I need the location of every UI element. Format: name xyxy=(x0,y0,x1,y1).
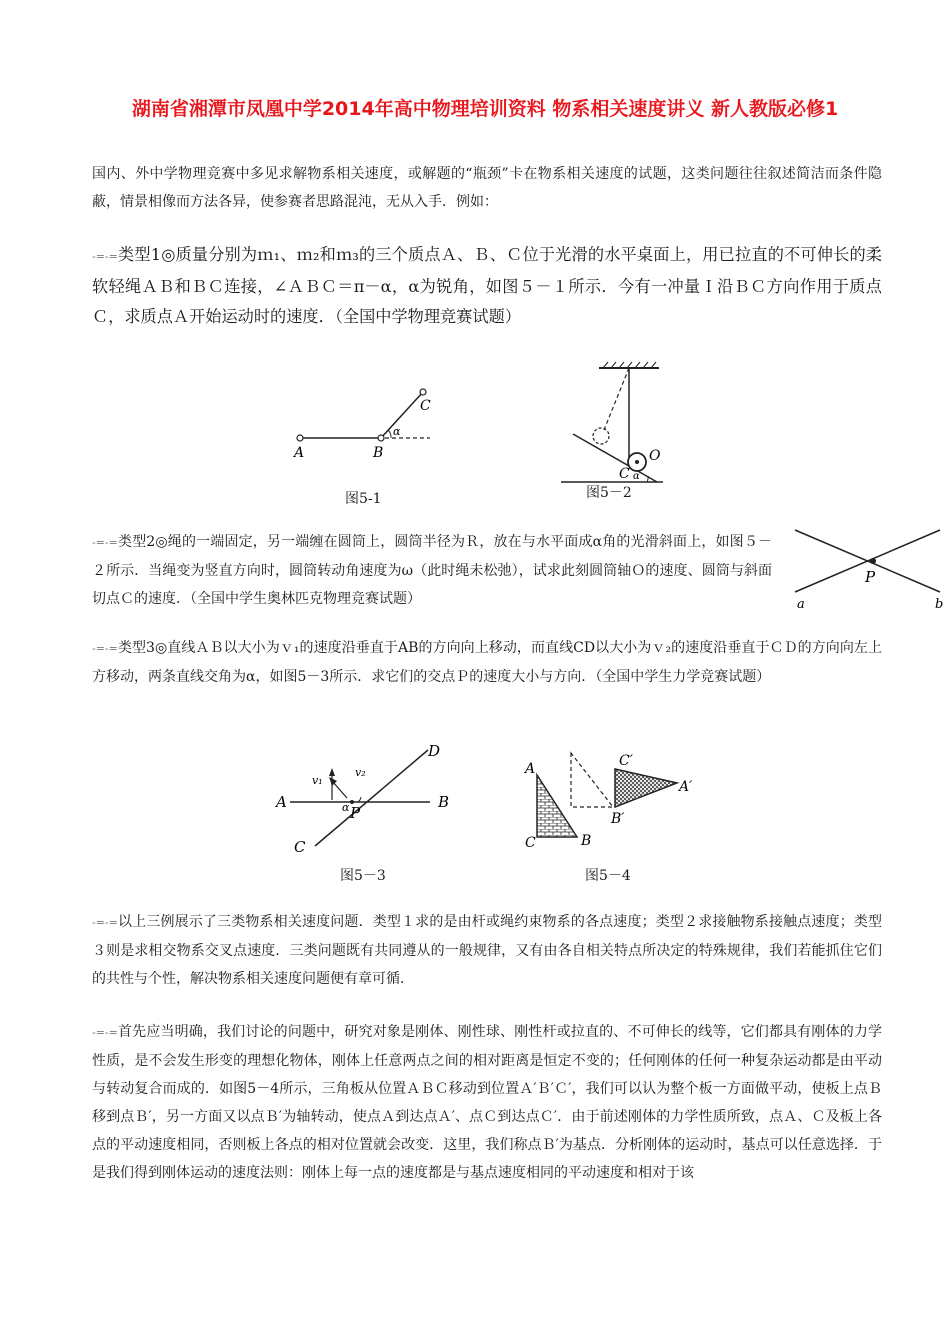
label-b: B xyxy=(581,833,592,849)
type2-paragraph xyxy=(92,528,772,613)
caption-5-2: 图5－2 xyxy=(586,485,632,501)
label-c: C xyxy=(619,466,630,482)
document-title: 湖南省湘潭市凤凰中学2014年高中物理培训资料 物系相关速度讲义 新人教版必修1 xyxy=(131,98,839,120)
figure-5-4 xyxy=(515,745,715,855)
figure-crossing-lines xyxy=(790,520,950,610)
figure-5-2 xyxy=(555,360,675,485)
rope-previous xyxy=(604,368,629,430)
caption-5-4: 图5－4 xyxy=(585,868,631,884)
point-b xyxy=(378,435,384,441)
arrow-v2 xyxy=(333,782,347,798)
type3-paragraph xyxy=(92,634,882,691)
paragraph-marker: -=-= xyxy=(92,1026,118,1039)
label-d: D xyxy=(428,742,441,760)
paragraph-marker: -=-= xyxy=(92,916,118,929)
label-alpha: α xyxy=(342,801,350,814)
figure-5-3 xyxy=(270,738,470,858)
triangle-translated xyxy=(571,753,613,807)
caption-5-3: 图5－3 xyxy=(340,868,386,884)
label-p: P xyxy=(865,568,876,586)
cylinder-axis xyxy=(635,460,639,464)
intro-paragraph: 国内、外中学物理竞赛中多见求解物系相关速度，或解题的“瓶颈”卡在物系相关速度的试题，这类问题往往叙述简洁而条件隐蔽，情景相像而方法各异，使参赛者思路混沌，无从入手．例如： xyxy=(92,166,882,210)
label-b: B xyxy=(438,793,450,811)
label-c: C xyxy=(525,835,536,851)
label-v2: v₂ xyxy=(355,766,366,779)
label-b-prime: B′ xyxy=(611,811,625,827)
summary-text: 以上三例展示了三类物系相关速度问题．类型１求的是由杆或绳约束物系的各点速度；类型２求接触物系接触点速度；类型３则是求相交物系交叉点速度．三类问题既有共同遵从的一般规律，又有由各自相关特点所决定的特殊规律，我们若能抓住它们的共性与个性，解决物系相关速度问题便有章可循． xyxy=(92,914,882,987)
label-b: b xyxy=(935,597,944,612)
intersection-point xyxy=(870,558,876,564)
arrow-v1-head xyxy=(329,768,335,776)
label-c-prime: C′ xyxy=(619,753,633,769)
paragraph-marker: -=-= xyxy=(92,536,118,549)
type1-text: 类型1◎质量分别为ｍ₁、ｍ₂和ｍ₃的三个质点Ａ、Ｂ、Ｃ位于光滑的水平桌面上，用已拉直的不可伸长的柔软轻绳ＡＢ和ＢＣ连接，∠ＡＢＣ＝π－α，α为锐角，如图５－１所示．今有一冲量Ｉ沿ＢＣ方向作用于质点Ｃ，求质点Ａ开始运动时的速度．（全国中学物理竞赛试题） xyxy=(92,245,882,326)
label-p: P xyxy=(350,804,361,822)
summary-paragraph xyxy=(92,908,882,993)
label-o: O xyxy=(649,448,661,464)
point-c xyxy=(420,389,426,395)
type1-paragraph xyxy=(92,240,882,332)
paragraph-marker: -=-= xyxy=(92,642,118,655)
type2-text: 类型2◎绳的一端固定，另一端缠在圆筒上，圆筒半径为Ｒ，放在与水平面成α角的光滑斜面上，如图５－２所示．当绳变为竖直方向时，圆筒转动角速度为ω（此时绳未松弛），试求此刻圆筒轴Ｏ的速度、圆筒与斜面切点Ｃ的速度．（全国中学生奥林匹克物理竞赛试题） xyxy=(92,534,772,607)
angle-arc xyxy=(388,430,391,438)
figure-5-1 xyxy=(285,385,445,465)
label-b: B xyxy=(373,445,384,461)
label-v1: v₁ xyxy=(312,774,323,787)
rope-bc xyxy=(381,392,423,438)
point-a xyxy=(297,435,303,441)
caption-5-1: 图5-1 xyxy=(345,491,382,507)
rigid-body-text: 首先应当明确，我们讨论的问题中，研究对象是刚体、刚性球、刚性杆或拉直的、不可伸长的线等，它们都具有刚体的力学性质，是不会发生形变的理想化物体，刚体上任意两点之间的相对距离是恒定不变的；任何刚体的任何一种复杂运动都是由平动与转动复合而成的．如图5－4所示，三角板从位置ＡＢＣ移动到位置Ａ′Ｂ′Ｃ′，我们可以认为整个板一方面做平动，使板上点Ｂ移到点Ｂ′，另一方面又以点Ｂ′为轴转动，使点Ａ到达点Ａ′、点Ｃ到达点Ｃ′．由于前述刚体的力学性质所致，点Ａ、Ｃ及板上各点的平动速度相同，否则板上各点的相对位置就会改变．这里，我们称点Ｂ′为基点．分析刚体的运动时，基点可以任意选择．于是我们得到刚体运动的速度法则：刚体上每一点的速度都是与基点速度相同的平动速度和相对于该 xyxy=(92,1024,882,1181)
label-alpha: α xyxy=(393,425,401,438)
label-a: A xyxy=(276,793,287,811)
label-a: A xyxy=(525,761,536,777)
type3-text: 类型3◎直线ＡＢ以大小为ｖ₁的速度沿垂直于AB的方向向上移动，而直线CD以大小为ｖ₂的速度沿垂直于ＣＤ的方向向左上方移动，两条直线交角为α，如图5－3所示．求它们的交点Ｐ的速度大小与方向．（全国中学生力学竞赛试题） xyxy=(92,640,882,685)
label-c: C xyxy=(294,838,306,856)
label-a: a xyxy=(797,597,805,612)
label-alpha: α xyxy=(633,471,640,482)
cylinder-previous xyxy=(593,428,609,444)
label-a-prime: A′ xyxy=(679,779,693,795)
rigid-body-paragraph xyxy=(92,1018,882,1187)
label-c: C xyxy=(420,398,431,414)
triangle-rotated xyxy=(615,769,677,807)
paragraph-marker: -=-= xyxy=(92,250,118,263)
label-a: A xyxy=(294,445,305,461)
